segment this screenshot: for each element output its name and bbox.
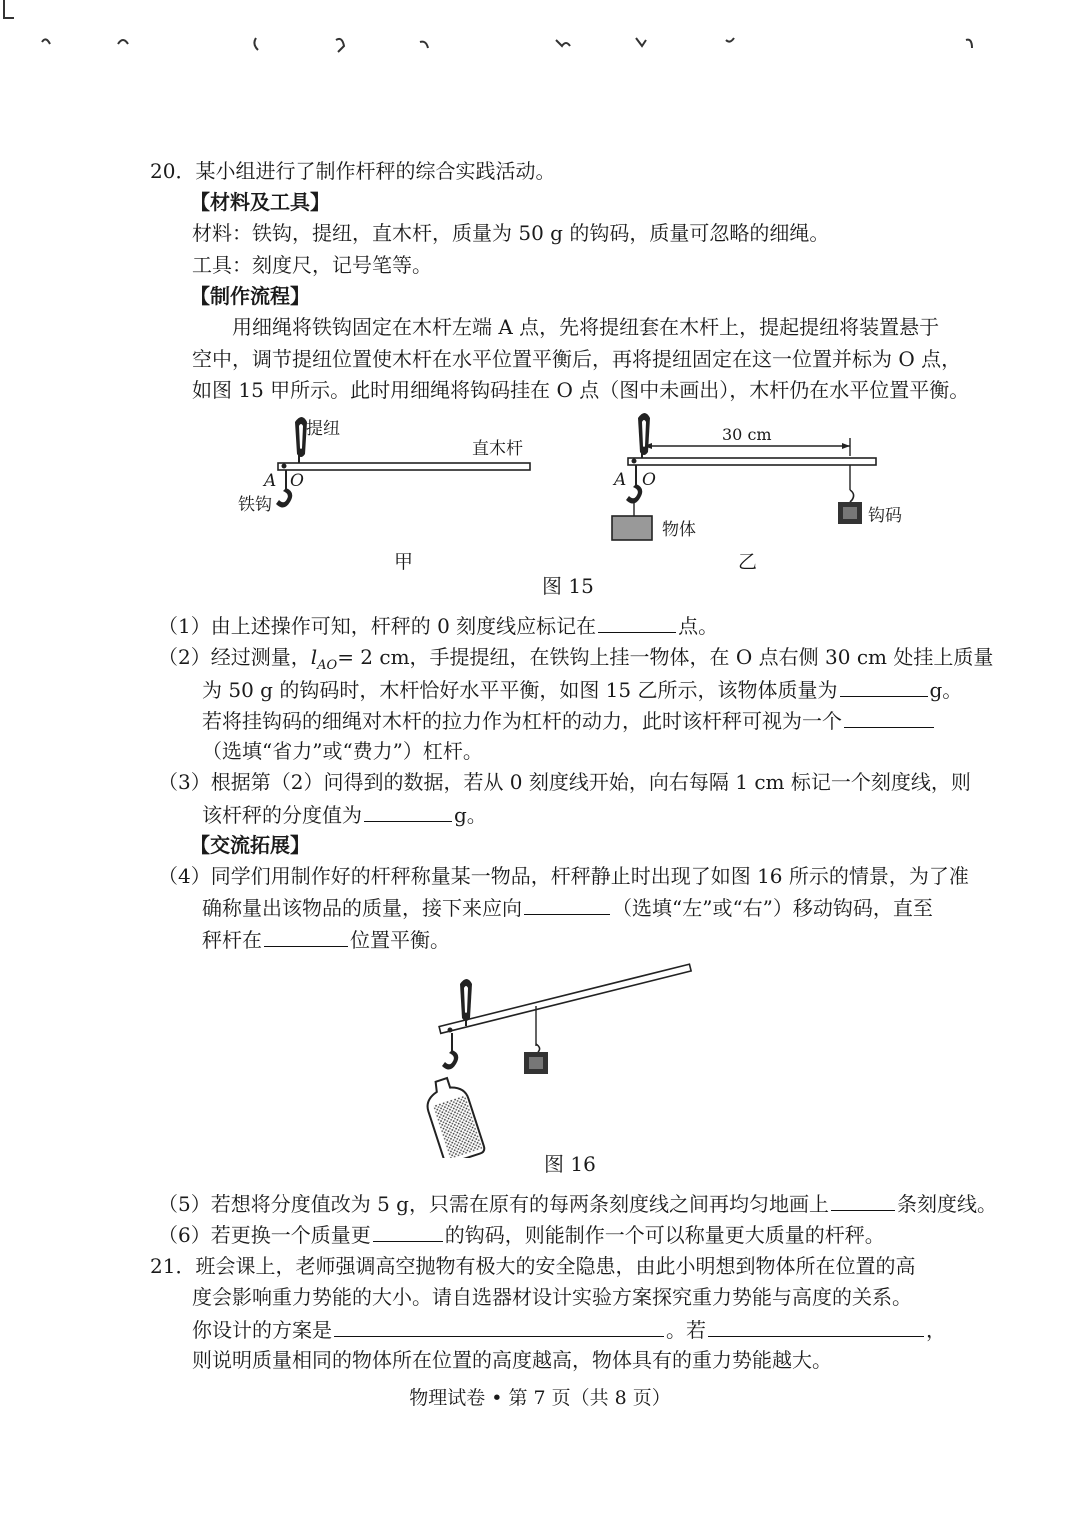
label-tiegou: 铁钩 [238,495,272,515]
process-line-3: 如图 15 甲所示。此时用细绳将钩码挂在 O 点（图中未画出），木杆仍在水平位置平衡。 [192,378,970,402]
subfig-jia: 甲 [394,551,414,573]
materials-text: 材料：铁钩，提纽，直木杆，质量为 50 g 的钩码，质量可忽略的细绳。 [192,221,830,245]
q20-part-5: （5）若想将分度值改为 5 g，只需在原有的每两条刻度线之间再均匀地画上 条刻度线。 [158,1188,997,1219]
answer-blank-21b[interactable] [708,1314,924,1337]
answer-blank-5[interactable] [831,1188,895,1211]
process-line-1: 用细绳将铁钩固定在木杆左端 A 点，先将提纽套在木杆上，提起提纽将装置悬于 [232,315,940,339]
answer-blank-4a[interactable] [524,892,610,915]
answer-blank-6[interactable] [373,1219,443,1242]
label-a-yi: A [614,470,627,490]
label-zhimugan: 直木杆 [472,439,523,459]
label-tiniu: 提纽 [306,419,340,439]
process-line-2: 空中，调节提纽位置使木杆在水平位置平衡后，再将提纽固定在这一位置并标为 O 点， [192,347,962,371]
q21-line-4: 则说明质量相同的物体所在位置的高度越高，物体具有的重力势能越大。 [192,1348,832,1372]
process-heading: 【制作流程】 [190,284,310,308]
answer-blank-2b[interactable] [844,705,934,728]
q20-part-2-line-4: （选填“省力”或“费力”）杠杆。 [202,739,483,763]
answer-blank-4b[interactable] [264,924,348,947]
q20-part-2-line-3: 若将挂钩码的细绳对木杆的拉力作为杠杆的动力，此时该杆秤可视为一个 [202,705,936,736]
exchange-heading: 【交流拓展】 [190,833,310,857]
answer-blank-1[interactable] [598,610,676,633]
q20-part-3-line-2: 该杆秤的分度值为 g。 [202,799,487,830]
q20-part-6: （6）若更换一个质量更 的钩码，则能制作一个可以称量更大质量的杆秤。 [158,1219,885,1250]
q20-part-1: （1）由上述操作可知，杆秤的 0 刻度线应标记在 点。 [158,610,718,641]
figure-15-caption: 图 15 [542,574,594,598]
page-footer: 物理试卷 • 第 7 页（共 8 页） [409,1387,671,1409]
label-wuti: 物体 [662,520,696,540]
q20-intro: 20．某小组进行了制作杆秤的综合实践活动。 [150,159,556,183]
q20-part-4-line-3: 秤杆在 位置平衡。 [202,924,450,955]
q20-part-4-line-1: （4）同学们用制作好的杆秤称量某一物品，杆秤静止时出现了如图 16 所示的情景，为了准 [158,864,969,888]
label-o-jia: O [290,471,304,491]
figure-16 [420,958,700,1158]
subfig-yi: 乙 [738,551,758,573]
q21-line-3: 你设计的方案是 。若 ， [192,1314,946,1345]
q20-part-2-line-2: 为 50 g 的钩码时，木杆恰好水平平衡，如图 15 乙所示，该物体质量为 g。 [202,674,962,705]
q21-line-2: 度会影响重力势能的大小。请自选器材设计实验方案探究重力势能与高度的关系。 [192,1285,912,1309]
q20-part-3-line-1: （3）根据第（2）问得到的数据，若从 0 刻度线开始，向右每隔 1 cm 标记一个刻度线，则 [158,770,971,794]
figure-15-yi [600,410,920,580]
label-gouma: 钩码 [868,506,902,526]
materials-heading: 【材料及工具】 [190,190,330,214]
label-30cm: 30 cm [722,425,772,444]
label-a-jia: A [264,471,277,491]
tools-text: 工具：刻度尺，记号笔等。 [192,253,432,277]
answer-blank-3[interactable] [364,799,452,822]
q20-part-2-line-1: （2）经过测量，$l_{AO}= 2$ cm，手提提纽，在铁钩上挂一物体，在 O 点右侧 30 cm 处挂上质量 [158,645,994,673]
q20-part-4-line-2: 确称量出该物品的质量，接下来应向 （选填“左”或“右”）移动钩码，直至 [202,892,933,923]
q21-line-1: 21．班会课上，老师强调高空抛物有极大的安全隐患，由此小明想到物体所在位置的高 [150,1254,916,1278]
figure-16-caption: 图 16 [544,1152,596,1176]
scan-marks [0,0,1080,70]
figure-15-jia [220,410,550,580]
answer-blank-2a[interactable] [840,674,928,697]
label-o-yi: O [642,470,656,490]
answer-blank-21a[interactable] [334,1314,664,1337]
